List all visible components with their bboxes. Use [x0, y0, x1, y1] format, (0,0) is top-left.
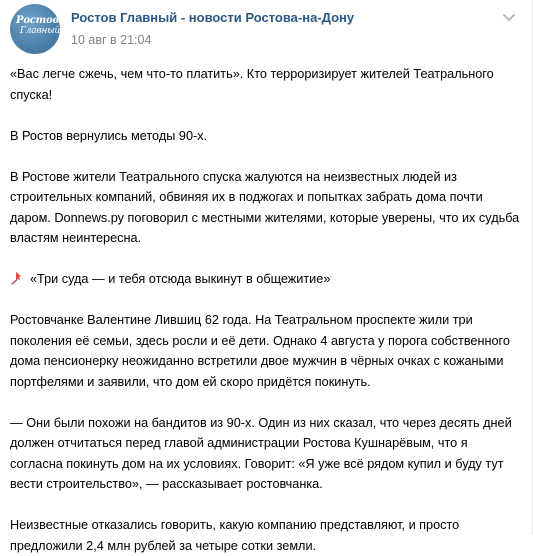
avatar-logo-line1: Ростов [16, 15, 59, 26]
author-link[interactable]: Ростов Главный - новости Ростова-на-Дону [71, 10, 355, 25]
avatar[interactable] [10, 4, 60, 54]
pushpin-icon [10, 271, 26, 285]
post-paragraph: Неизвестные отказались говорить, какую компанию представляют, и просто предложили 2,4 млн рублей за четыре сотки земли. [10, 518, 460, 553]
avatar-logo [16, 15, 60, 42]
avatar-logo-line2: Главный [20, 26, 60, 36]
post-date[interactable]: 10 авг в 21:04 [71, 33, 152, 47]
post-paragraph: Ростовчанке Валентине Лившиц 62 года. На Театральном проспекте жили три поколения её семьи, здесь росли и её дети. Однако 4 августа у порога собственного дома пенсионерку неожиданно встретили двое мужчин в чёрных очках с кожаными портфелями и заявили, что дом ей скоро придётся покинуть. [10, 313, 510, 389]
post-paragraph: В Ростове жители Театрального спуска жалуются на неизвестных людей из строительных компаний, обвиняя их в поджогах и попытках забрать дома почти даром. Donnews.ру поговорил с местными жителями, которые уверены, что их судьба властям неинтересна. [10, 169, 520, 245]
post-paragraph: — Они были похожи на бандитов из 90-х. Один из них сказал, что через десять дней должен отчитаться перед главой администрации Ростова Кушнарёвым, что я согласна покинуть дом на их условиях. Говорит: «Я уже всё рядом купил и буду тут вести строительство», — рассказывает ростовчанка. [10, 415, 512, 491]
post-header [10, 4, 520, 54]
post-paragraph: «Вас легче сжечь, чем что-то платить». Кто терроризирует жителей Театрального спуска! [10, 67, 494, 102]
post-paragraph: В Ростов вернулись методы 90-х. [10, 128, 208, 143]
post-subheading [10, 269, 522, 290]
post-text [10, 64, 522, 556]
post-subheading-text: «Три суда — и тебя отсюда выкинут в общежитие» [30, 272, 331, 286]
chevron-down-icon[interactable] [502, 12, 516, 22]
